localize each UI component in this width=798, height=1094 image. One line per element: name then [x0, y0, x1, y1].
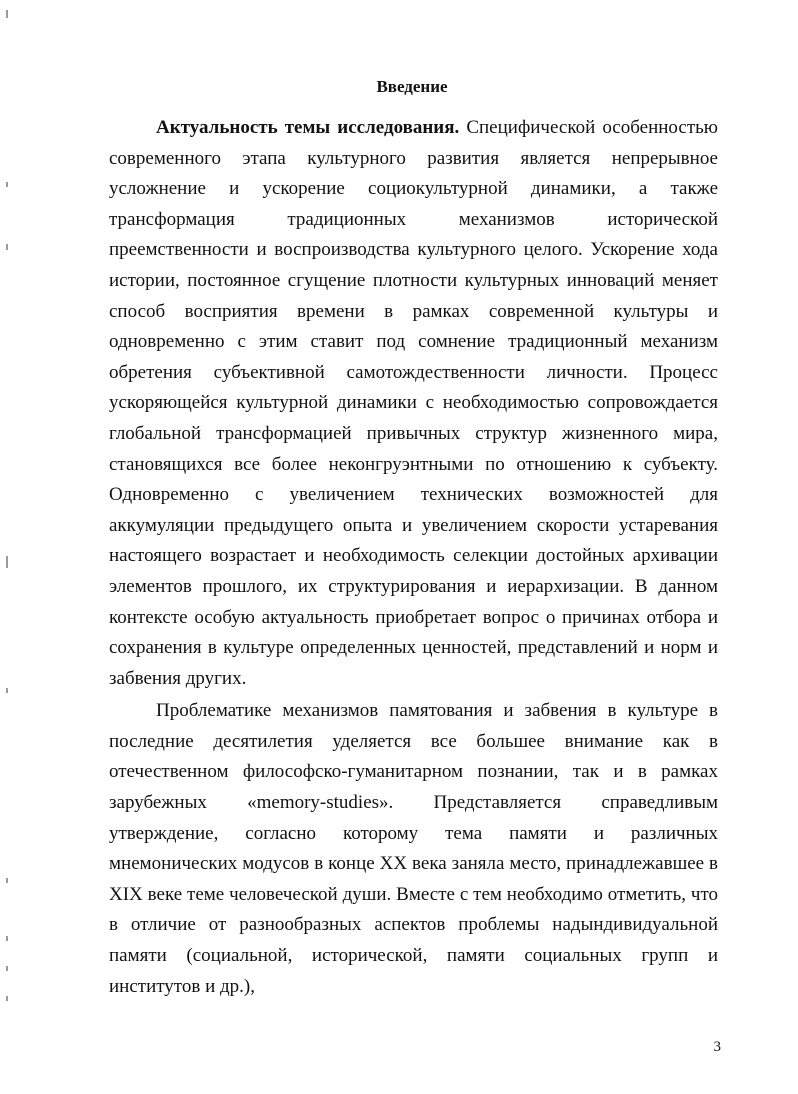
scan-edge-mark — [6, 878, 8, 883]
paragraph-lead: Актуальность темы исследования. — [156, 117, 460, 138]
scan-edge-mark — [6, 966, 8, 971]
body-text — [109, 113, 718, 1002]
scan-edge-mark — [6, 244, 8, 250]
paragraph-text: Специфической особенностью современного этапа культурного развития является непрерывное усложнение и ускорение социокультурной динамики, а также трансформация традиционных механизмов исторической преемственности и воспроизводства культурного целого. Ускорение хода истории, постоянное сгущение плотности культурных инноваций меняет способ восприятия времени в рамках современной культуры и одновременно с этим ставит под сомнение традиционный механизм обретения субъективной самотождественности личности. Процесс ускоряющейся культурной динамики с необходимостью сопровождается глобальной трансформацией привычных структур жизненного мира, становящихся все более неконгруэнтными по отношению к субъекту. Одновременно с увеличением технических возможностей для аккумуляции предыдущего опыта и увеличением скорости устаревания настоящего возрастает и необходимость селекции достойных архивации элементов прошлого, их структурирования и иерархизации. В данном контексте особую актуальность приобретает вопрос о причинах отбора и сохранения в культуре определенных ценностей, представлений и норм и забвения других. — [109, 117, 718, 689]
paragraph-relevance — [109, 113, 718, 694]
section-heading: Введение — [376, 77, 448, 96]
scan-edge-mark — [6, 10, 8, 18]
paragraph-memory-studies: Проблематике механизмов памятования и забвения в культуре в последние десятилетия уделяется все большее внимание как в отечественном философско-гуманитарном познании, так и в рамках зарубежных «memory-studies». Представляется справедливым утверждение, согласно которому тема памяти и различных мнемонических модусов в конце XX века заняла место, принадлежавшее в XIX веке теме человеческой души. Вместе с тем необходимо отметить, что в отличие от разнообразных аспектов проблемы надындивидуальной памяти (социальной, исторической, памяти социальных групп и институтов и др.), — [109, 700, 718, 997]
scan-edge-mark — [6, 182, 8, 187]
scan-edge-mark — [6, 936, 8, 941]
scan-edge-mark — [6, 688, 8, 693]
page-number: 3 — [713, 1039, 721, 1055]
scan-edge-mark — [6, 996, 8, 1001]
scan-edge-mark — [6, 556, 8, 568]
